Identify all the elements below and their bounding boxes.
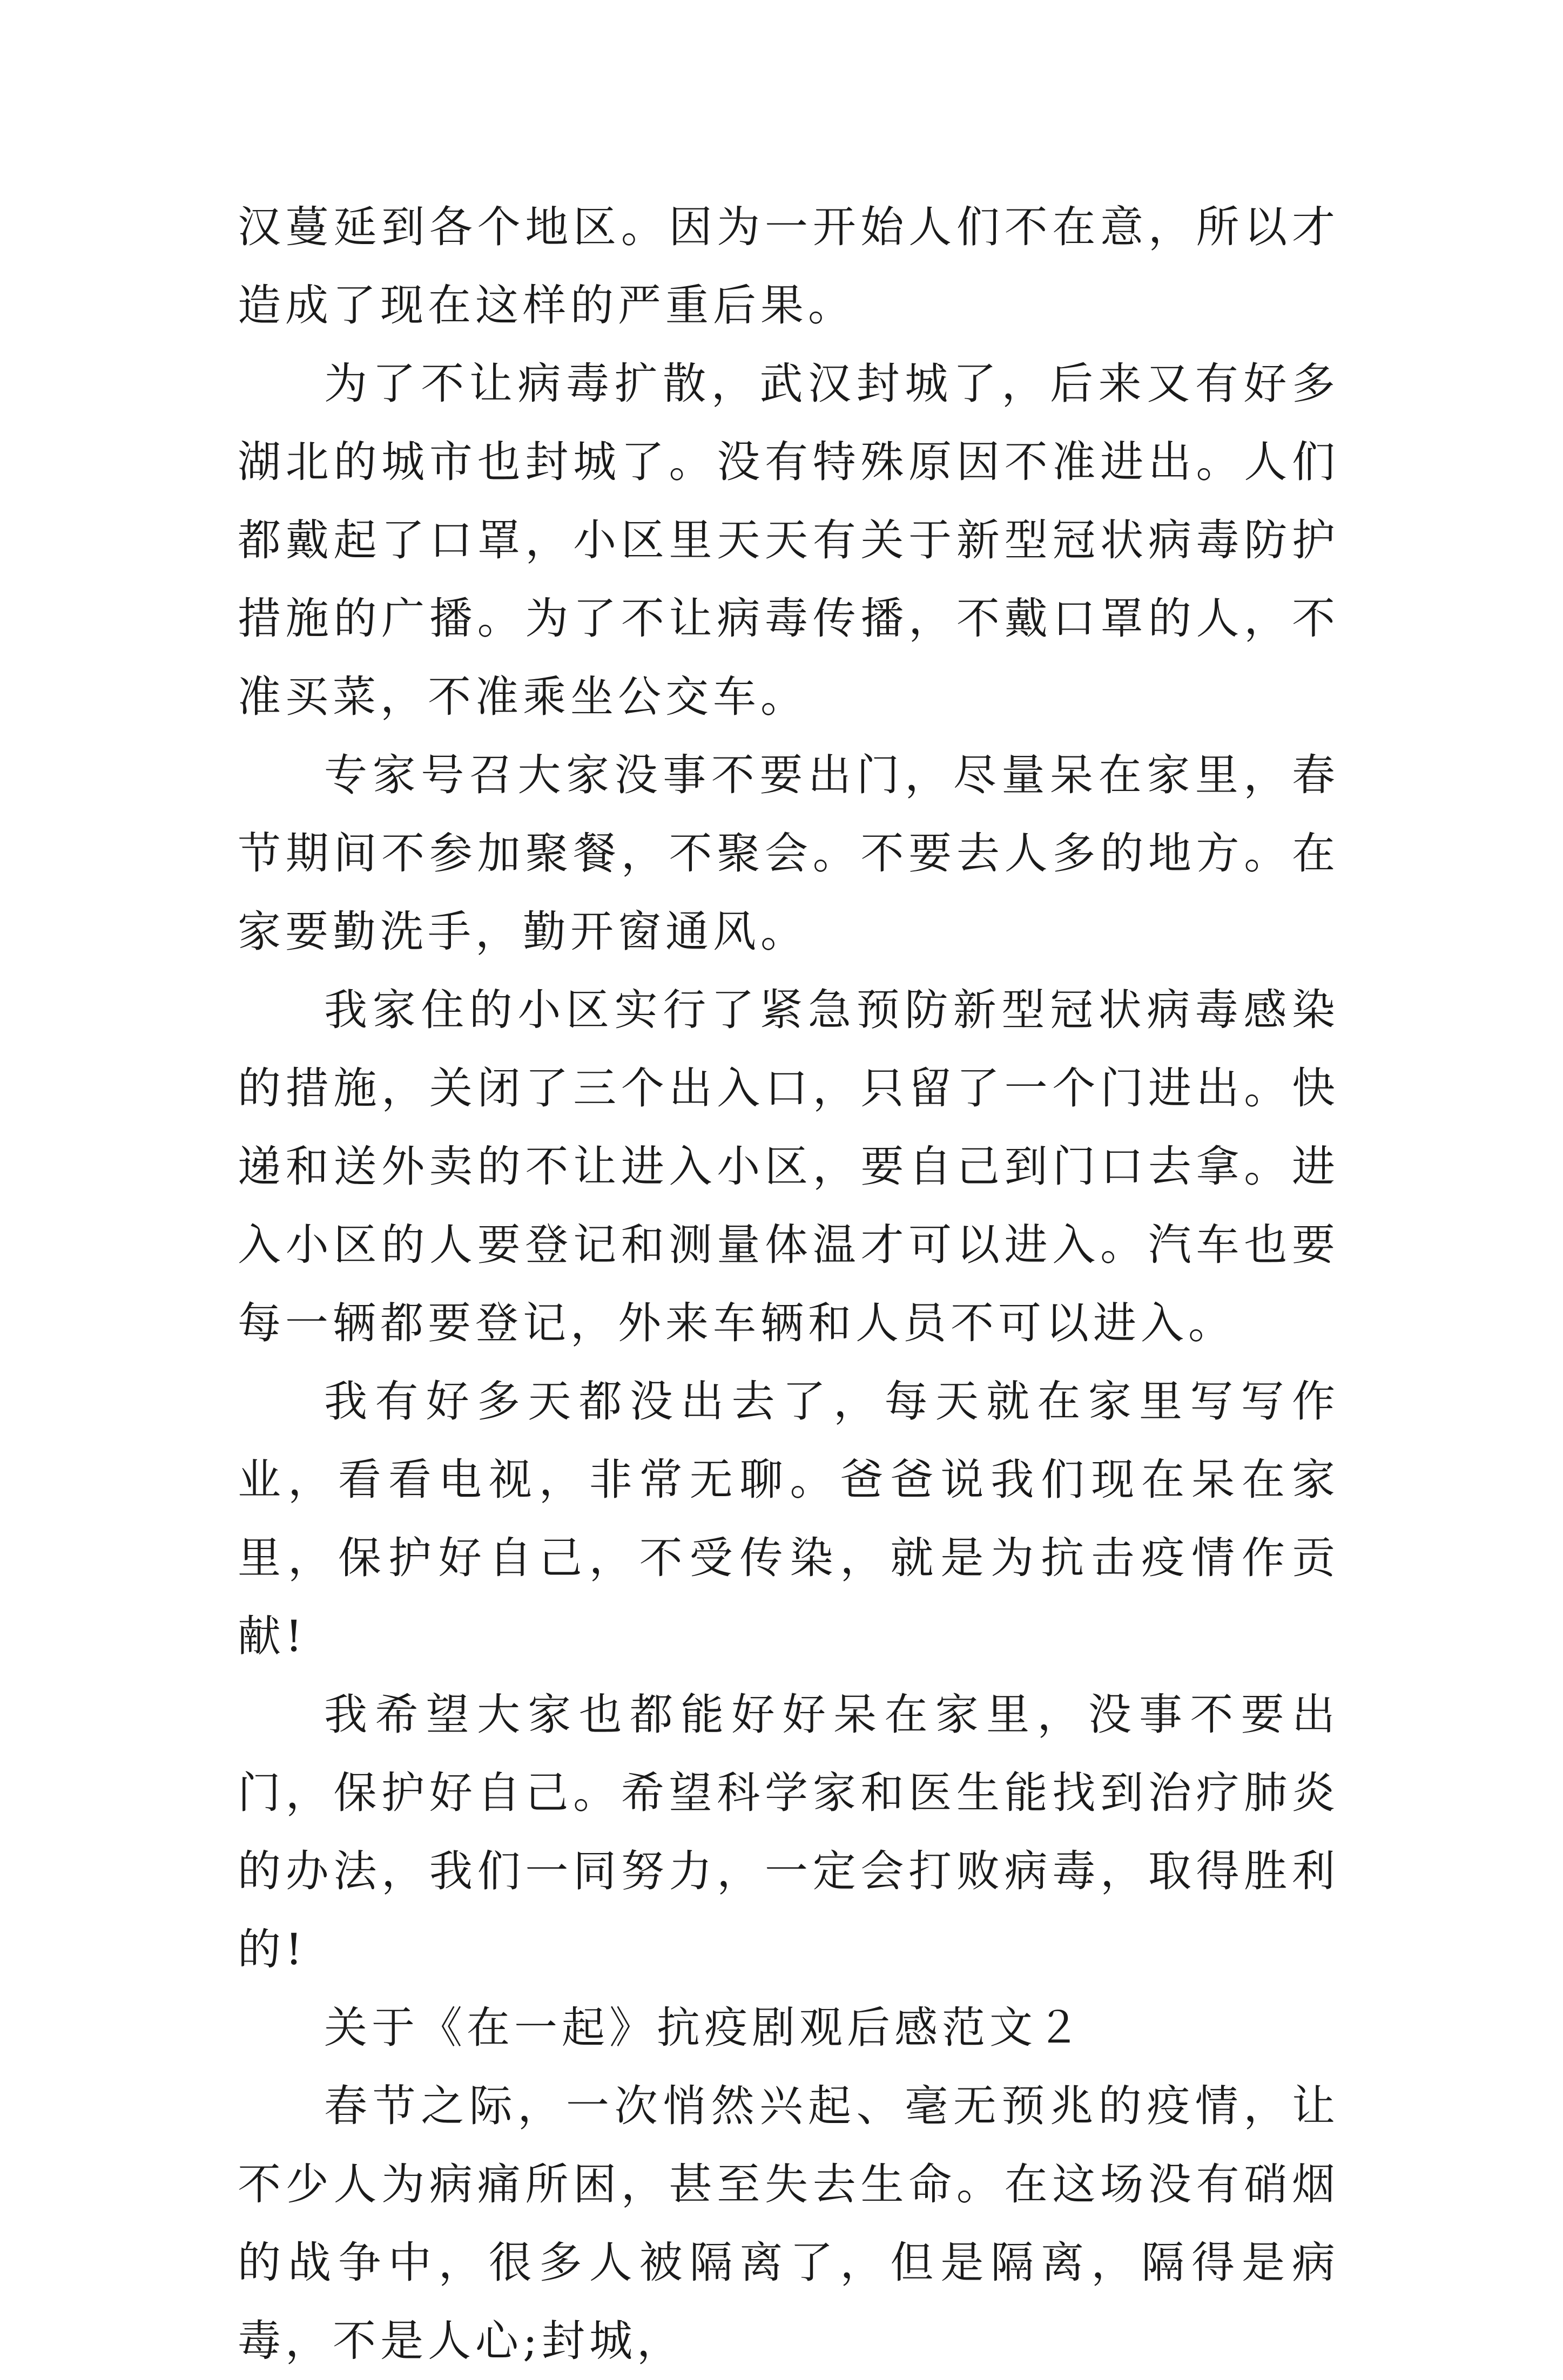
paragraph-6: 我希望大家也都能好好呆在家里，没事不要出门，保护好自己。希望科学家和医生能找到治疗肺炎的办法，我们一同努力，一定会打败病毒，取得胜利的! [238,1689,1339,1975]
document-body [238,188,1339,2380]
paragraph-1: 汉蔓延到各个地区。因为一开始人们不在意，所以才造成了现在这样的严重后果。 [238,202,1339,330]
paragraph-3: 专家号召大家没事不要出门，尽量呆在家里，春节期间不参加聚餐，不聚会。不要去人多的地方。在家要勤洗手，勤开窗通风。 [238,750,1339,957]
section-heading: 关于《在一起》抗疫剧观后感范文２ [324,2003,1084,2053]
paragraph-5: 我有好多天都没出去了，每天就在家里写写作业，看看电视，非常无聊。爸爸说我们现在呆在家里，保护好自己，不受传染，就是为抗击疫情作贡献! [238,1376,1339,1661]
paragraph-2: 为了不让病毒扩散，武汉封城了，后来又有好多湖北的城市也封城了。没有特殊原因不准进出。人们都戴起了口罩，小区里天天有关于新型冠状病毒防护措施的广播。为了不让病毒传播，不戴口罩的人，不准买菜，不准乘坐公交车。 [238,359,1339,722]
paragraph-4: 我家住的小区实行了紧急预防新型冠状病毒感染的措施，关闭了三个出入口，只留了一个门进出。快递和送外卖的不让进入小区，要自己到门口去拿。进入小区的人要登记和测量体温才可以进入。汽车也要每一辆都要登记，外来车辆和人员不可以进入。 [238,985,1339,1348]
paragraph-7: 春节之际，一次悄然兴起、毫无预兆的疫情，让不少人为病痛所困，甚至失去生命。在这场没有硝烟的战争中，很多人被隔离了，但是隔离，隔得是病毒，不是人心;封城， [238,2081,1339,2366]
